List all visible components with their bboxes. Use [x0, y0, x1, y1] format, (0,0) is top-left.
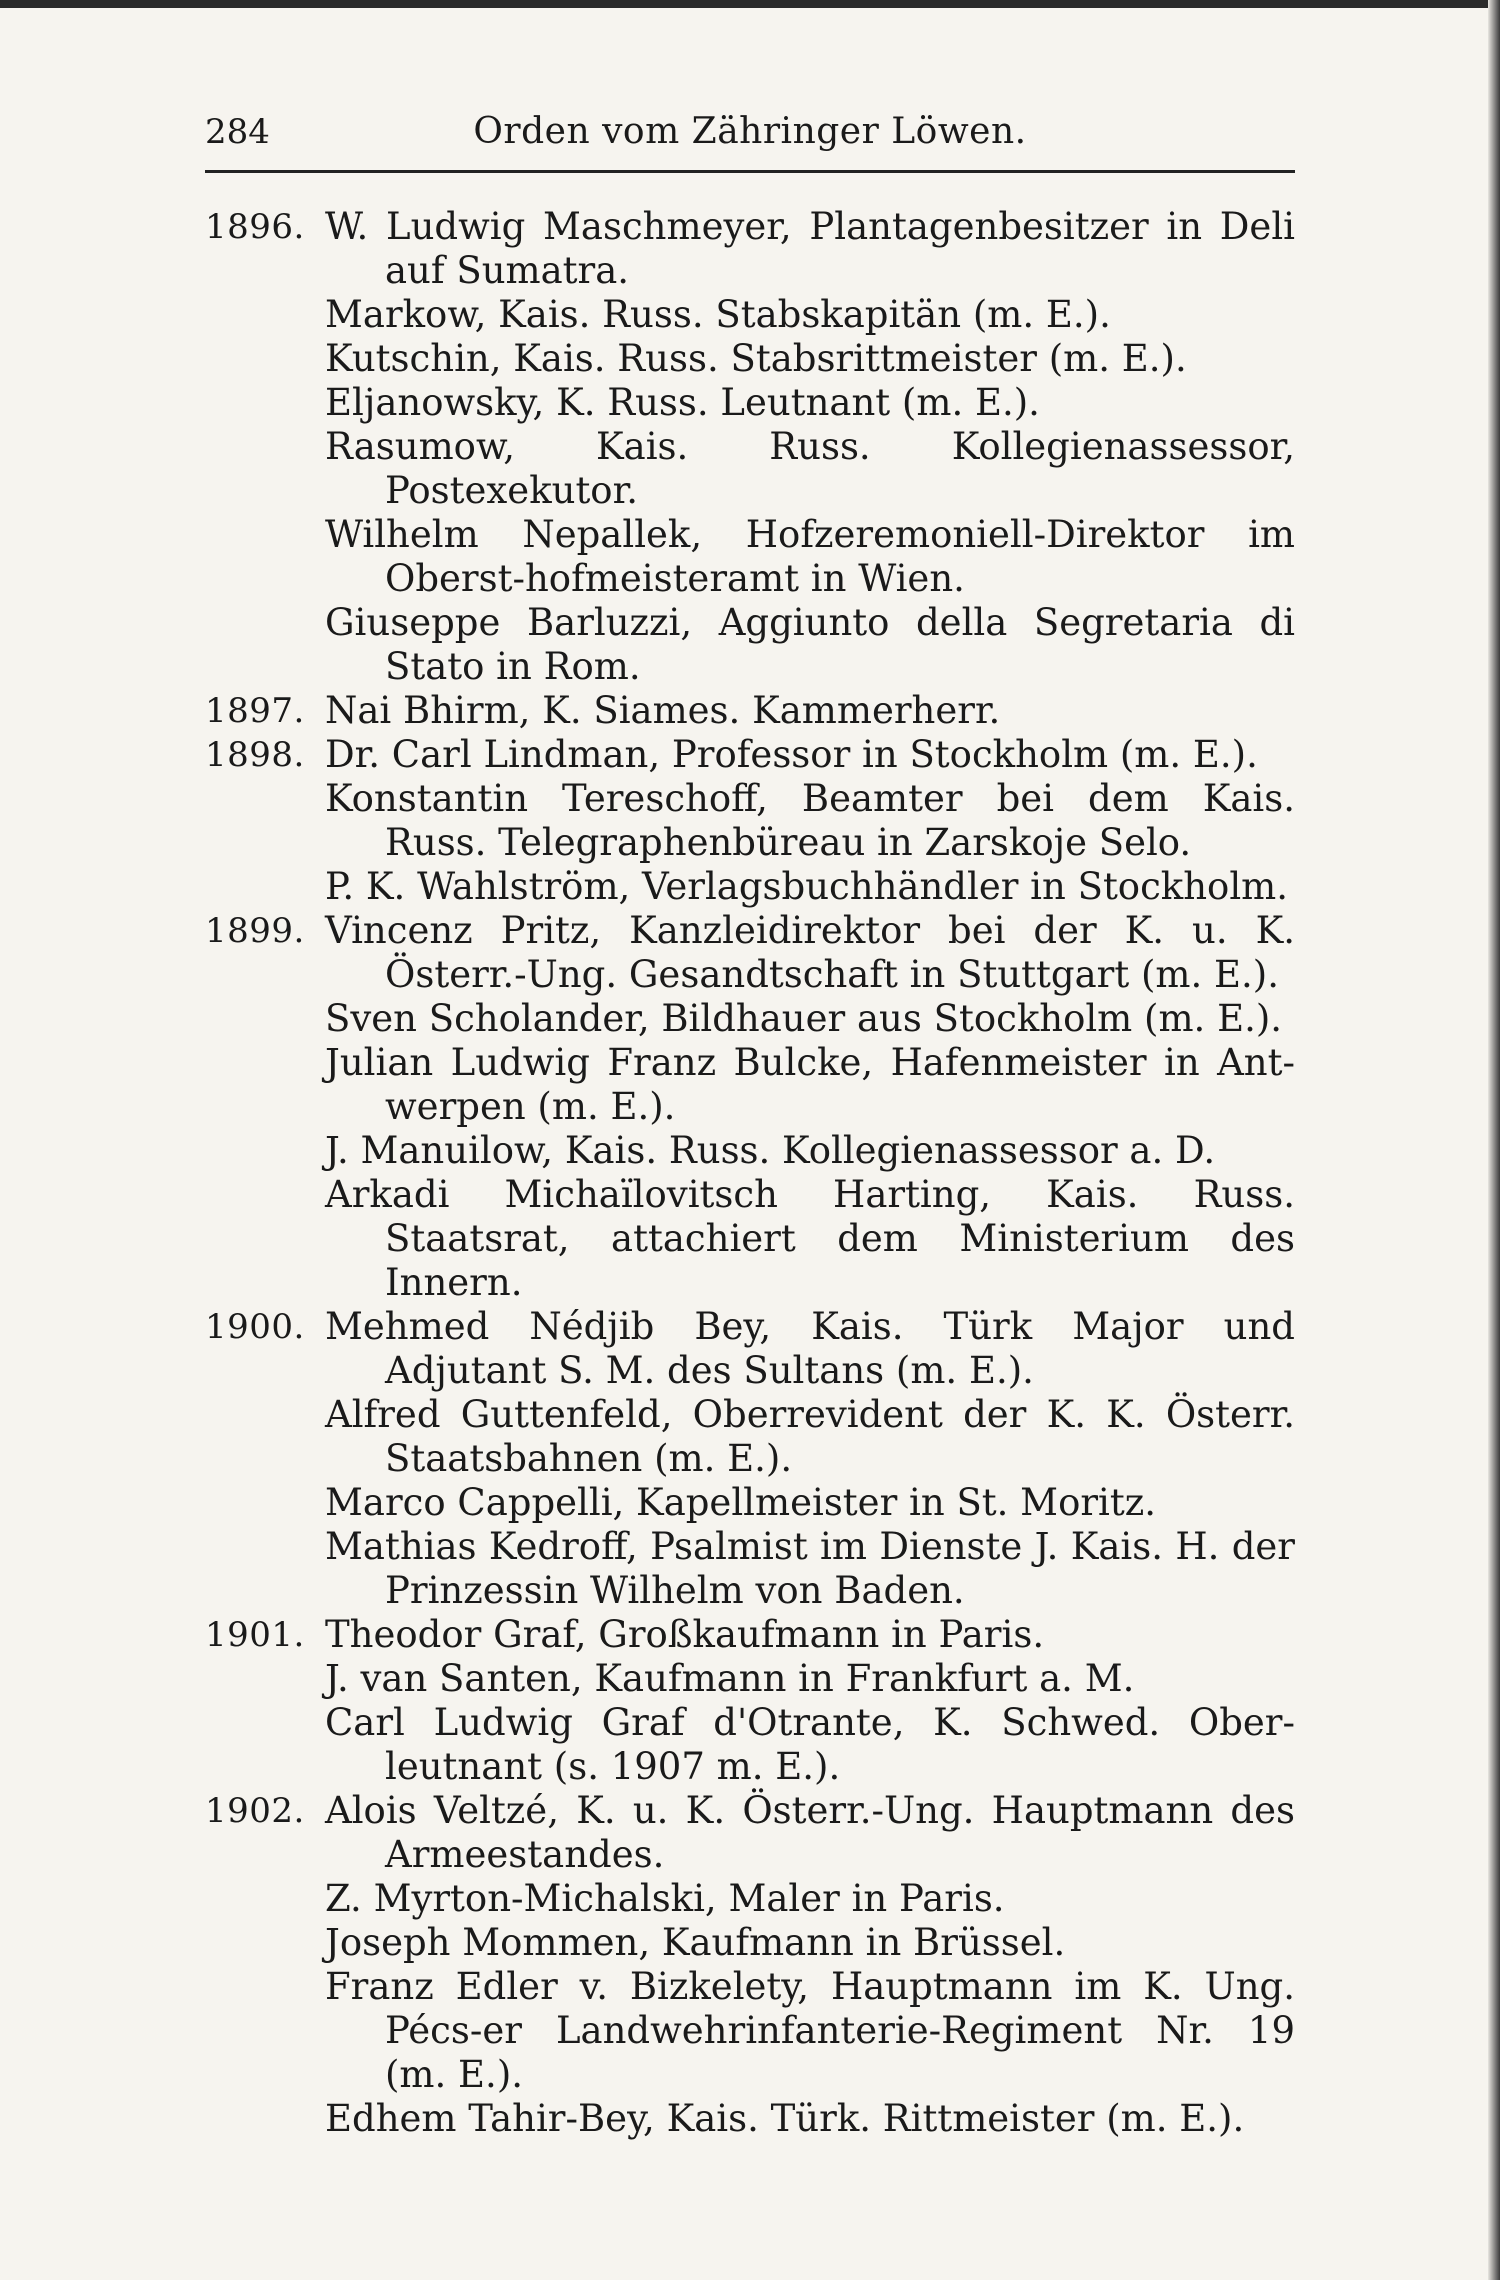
entry-text: P. K. Wahlström, Verlagsbuchhändler in Stockholm. — [325, 865, 1289, 908]
entry-text: Nai Bhirm, K. Siames. Kammerherr. — [325, 689, 1001, 732]
list-item — [205, 1877, 1295, 1921]
entry-text: Edhem Tahir-Bey, Kais. Türk. Rittmeister (m. E.). — [325, 2097, 1245, 2140]
list-item — [205, 293, 1295, 337]
entry-year: 1900. — [205, 1307, 305, 1347]
entry-text: Franz Edler v. Bizkelety, Hauptmann im K. Ung. Pécs-er Landwehrinfanterie-Regiment Nr. 19 (m. E.). — [325, 1965, 1295, 2096]
list-item — [205, 1701, 1295, 1789]
entry-text: Vincenz Pritz, Kanzleidirektor bei der K. u. K. Österr.-Ung. Gesandtschaft in Stuttgart (m. E.). — [325, 909, 1295, 996]
list-item — [205, 1657, 1295, 1701]
list-item — [205, 1173, 1295, 1305]
entry-text: Arkadi Michaïlovitsch Harting, Kais. Russ. Staatsrat, attachiert dem Ministerium des Innern. — [325, 1173, 1295, 1304]
list-item — [205, 1525, 1295, 1613]
entry-text: Giuseppe Barluzzi, Aggiunto della Segretaria di Stato in Rom. — [325, 601, 1295, 688]
list-item — [205, 1129, 1295, 1173]
entry-text: J. van Santen, Kaufmann in Frankfurt a. M. — [325, 1657, 1135, 1700]
entry-year: 1897. — [205, 691, 305, 731]
list-item — [205, 1613, 1295, 1657]
page-right-edge — [1488, 0, 1500, 2280]
list-item — [205, 777, 1295, 865]
list-item — [205, 1393, 1295, 1481]
list-item — [205, 865, 1295, 909]
page-top-edge — [0, 0, 1500, 8]
list-item — [205, 1965, 1295, 2097]
entry-year: 1899. — [205, 911, 305, 951]
entry-text: Konstantin Tereschoff, Beamter bei dem Kais. Russ. Telegraphenbüreau in Zarskoje Selo. — [325, 777, 1295, 864]
list-item — [205, 2097, 1295, 2141]
list-item — [205, 1041, 1295, 1129]
list-item — [205, 1305, 1295, 1393]
entry-text: Wilhelm Nepallek, Hofzeremoniell-Direktor im Oberst-hofmeisteramt in Wien. — [325, 513, 1295, 600]
entry-text: Rasumow, Kais. Russ. Kollegienassessor, Postexekutor. — [325, 425, 1295, 512]
list-item — [205, 689, 1295, 733]
list-item — [205, 425, 1295, 513]
entry-text: Marco Cappelli, Kapellmeister in St. Moritz. — [325, 1481, 1156, 1524]
entry-text: Theodor Graf, Großkaufmann in Paris. — [325, 1613, 1045, 1656]
entry-text: W. Ludwig Maschmeyer, Plantagenbesitzer in Deli auf Sumatra. — [325, 205, 1295, 292]
list-item — [205, 205, 1295, 293]
entry-year: 1902. — [205, 1791, 305, 1831]
list-item — [205, 1481, 1295, 1525]
entry-text: Markow, Kais. Russ. Stabskapitän (m. E.). — [325, 293, 1111, 336]
entry-year: 1896. — [205, 207, 305, 247]
list-item — [205, 997, 1295, 1041]
running-title: Orden vom Zähringer Löwen. — [473, 111, 1027, 152]
entry-year: 1898. — [205, 735, 305, 775]
entry-text: Alfred Guttenfeld, Oberrevident der K. K. Österr. Staatsbahnen (m. E.). — [325, 1393, 1295, 1480]
list-item — [205, 1789, 1295, 1877]
entry-text: Julian Ludwig Franz Bulcke, Hafenmeister in Ant-werpen (m. E.). — [325, 1041, 1295, 1128]
entry-text: Sven Scholander, Bildhauer aus Stockholm (m. E.). — [325, 997, 1283, 1040]
page-header — [205, 108, 1295, 168]
page-number: 284 — [205, 112, 270, 152]
list-item — [205, 601, 1295, 689]
entry-text: Carl Ludwig Graf d'Otrante, K. Schwed. Ober-leutnant (s. 1907 m. E.). — [325, 1701, 1295, 1788]
header-rule — [205, 170, 1295, 173]
entry-text: Eljanowsky, K. Russ. Leutnant (m. E.). — [325, 381, 1040, 424]
entry-text: Mehmed Nédjib Bey, Kais. Türk Major und Adjutant S. M. des Sultans (m. E.). — [325, 1305, 1295, 1392]
entry-text: Joseph Mommen, Kaufmann in Brüssel. — [325, 1921, 1066, 1964]
list-item — [205, 733, 1295, 777]
list-item — [205, 513, 1295, 601]
entry-text: Z. Myrton-Michalski, Maler in Paris. — [325, 1877, 1005, 1920]
list-item — [205, 381, 1295, 425]
entry-list — [205, 205, 1295, 2141]
entry-text: Kutschin, Kais. Russ. Stabsrittmeister (m. E.). — [325, 337, 1187, 380]
list-item — [205, 337, 1295, 381]
entry-text: Mathias Kedroff, Psalmist im Dienste J. Kais. H. der Prinzessin Wilhelm von Baden. — [325, 1525, 1295, 1612]
entry-year: 1901. — [205, 1615, 305, 1655]
entry-text: Dr. Carl Lindman, Professor in Stockholm (m. E.). — [325, 733, 1258, 776]
list-item — [205, 909, 1295, 997]
entry-text: J. Manuilow, Kais. Russ. Kollegienassessor a. D. — [325, 1129, 1216, 1172]
list-item — [205, 1921, 1295, 1965]
entry-text: Alois Veltzé, K. u. K. Österr.-Ung. Hauptmann des Armeestandes. — [325, 1789, 1295, 1876]
